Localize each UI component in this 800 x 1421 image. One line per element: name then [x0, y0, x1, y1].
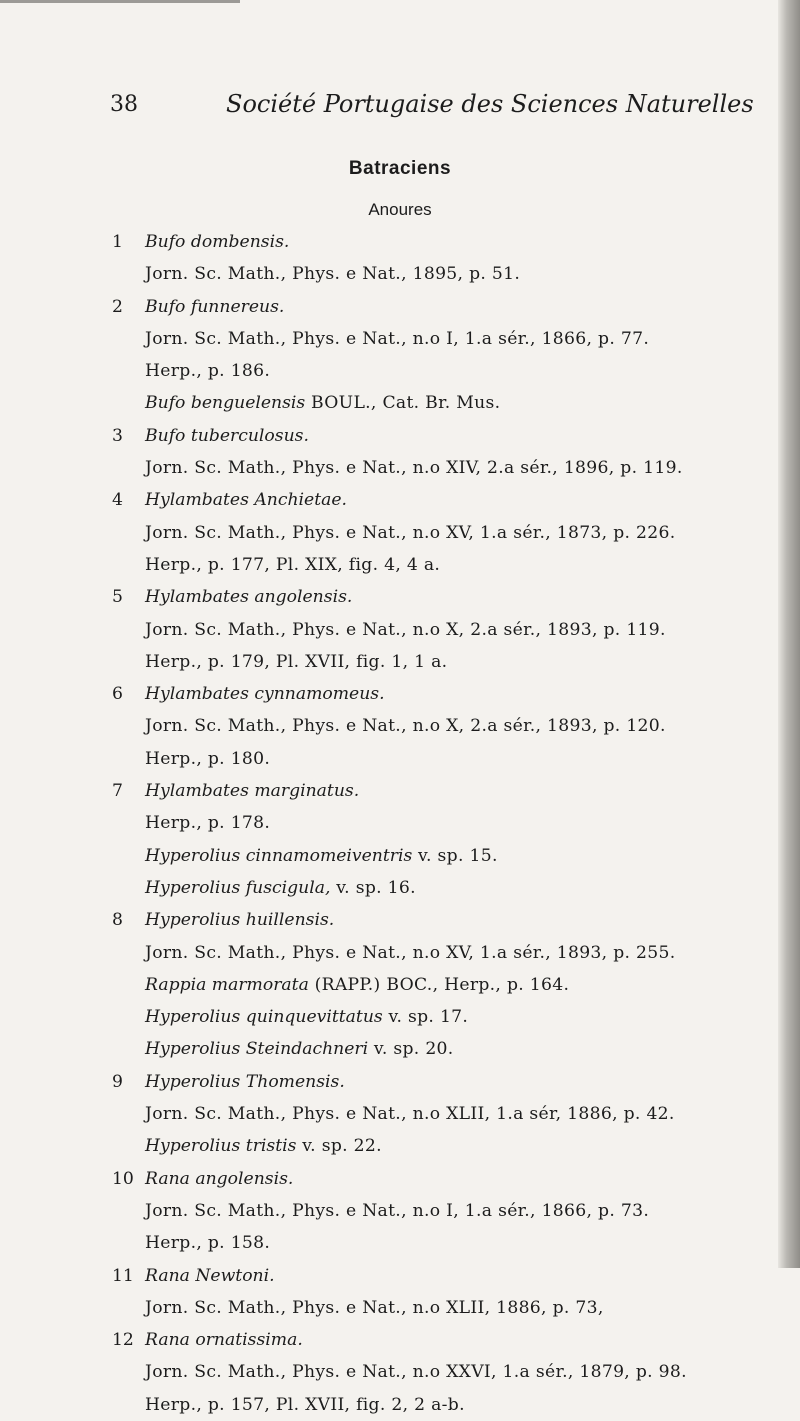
subsection-title: Anoures — [368, 200, 432, 219]
scan-top-rule — [0, 0, 240, 3]
list-item — [0, 1163, 760, 1195]
entry-text — [145, 614, 666, 646]
reference-citation: v. sp. 20. — [368, 1039, 454, 1060]
list-item — [0, 1292, 760, 1324]
taxon-name: Hyperolius tristis — [145, 1136, 297, 1157]
reference-citation: Herp., p. 178. — [145, 813, 271, 834]
list-item — [0, 581, 760, 613]
list-item — [0, 452, 760, 484]
reference-citation: Jorn. Sc. Math., Phys. e Nat., 1895, p. 51. — [145, 264, 521, 285]
reference-citation: Jorn. Sc. Math., Phys. e Nat., n.o XLII, 1.a sér, 1886, p. 42. — [145, 1104, 675, 1125]
entry-text — [145, 743, 270, 775]
reference-citation: Jorn. Sc. Math., Phys. e Nat., n.o X, 2.a sér., 1893, p. 119. — [145, 619, 666, 640]
reference-citation: Herp., p. 179, Pl. XVII, fig. 1, 1 a. — [145, 651, 448, 672]
entry-number: 10 — [112, 1168, 134, 1189]
entry-text — [145, 646, 447, 678]
taxon-name: Rana Newtoni. — [145, 1265, 275, 1286]
entry-text — [145, 678, 385, 710]
list-item — [0, 678, 760, 710]
taxon-name: Hyperolius huillensis. — [145, 910, 335, 931]
list-item — [0, 484, 760, 516]
scan-page-edge — [778, 0, 800, 1268]
list-item — [0, 1033, 760, 1065]
reference-citation: Jorn. Sc. Math., Phys. e Nat., n.o XIV, 2.a sér., 1896, p. 119. — [145, 458, 683, 479]
entry-text — [145, 1098, 675, 1130]
taxon-name: Hyperolius quinquevittatus — [145, 1007, 383, 1028]
section-title: Batraciens — [348, 158, 452, 179]
entry-text — [145, 1130, 382, 1162]
entry-text — [145, 1195, 649, 1227]
list-item — [0, 420, 760, 452]
reference-citation: Herp., p. 158. — [145, 1233, 271, 1254]
taxon-name: Hyperolius Steindachneri — [145, 1039, 369, 1060]
entry-text — [145, 420, 309, 452]
entry-text — [145, 937, 676, 969]
list-item — [0, 291, 760, 323]
entry-text — [145, 549, 440, 581]
entry-number: 12 — [112, 1330, 134, 1351]
entry-text — [145, 581, 352, 613]
entry-number: 11 — [112, 1265, 134, 1286]
reference-citation: Jorn. Sc. Math., Phys. e Nat., n.o XV, 1.a sér., 1873, p. 226. — [145, 522, 676, 543]
species-list — [0, 226, 760, 1421]
reference-citation: Herp., p. 186. — [145, 361, 271, 382]
entry-text — [145, 387, 500, 419]
entry-text — [145, 710, 666, 742]
entry-text — [145, 872, 416, 904]
list-item — [0, 1260, 760, 1292]
entry-number: 1 — [112, 232, 123, 252]
list-item — [0, 1001, 760, 1033]
reference-citation: Jorn. Sc. Math., Phys. e Nat., n.o XLII, 1886, p. 73, — [145, 1297, 604, 1318]
taxon-name: Hyperolius cinnamomeiventris — [145, 845, 413, 866]
entry-text — [145, 291, 284, 323]
taxon-name: Hylambates cynnamomeus. — [145, 684, 385, 705]
reference-citation: Herp., p. 180. — [145, 748, 271, 769]
list-item — [0, 549, 760, 581]
entry-text — [145, 775, 359, 807]
entry-number: 3 — [112, 425, 123, 446]
list-item — [0, 840, 760, 872]
taxon-name: Rappia marmorata — [145, 974, 309, 995]
list-item — [0, 1324, 760, 1356]
taxon-name: Hylambates marginatus. — [145, 781, 360, 802]
entry-number: 2 — [112, 296, 123, 317]
list-item — [0, 1356, 760, 1388]
entry-text — [145, 1292, 604, 1324]
entry-text — [145, 1324, 303, 1356]
reference-citation: Jorn. Sc. Math., Phys. e Nat., n.o XV, 1.a sér., 1893, p. 255. — [145, 942, 676, 963]
entry-text — [145, 840, 498, 872]
list-item — [0, 1227, 760, 1259]
list-item — [0, 646, 760, 678]
list-item — [0, 710, 760, 742]
list-item — [0, 807, 760, 839]
entry-text — [145, 355, 270, 387]
list-item — [0, 1130, 760, 1162]
entry-text — [145, 1227, 270, 1259]
entry-text — [145, 1001, 468, 1033]
entry-text — [145, 1260, 275, 1292]
taxon-name: Hylambates Anchietae. — [145, 490, 347, 511]
list-item — [0, 323, 760, 355]
taxon-name: Bufo funnereus. — [145, 296, 285, 317]
reference-citation: Herp., p. 177, Pl. XIX, fig. 4, 4 a. — [145, 554, 441, 575]
reference-citation: BOUL., Cat. Br. Mus. — [305, 393, 501, 414]
reference-citation: v. sp. 15. — [412, 845, 498, 866]
list-item — [0, 872, 760, 904]
entry-number: 7 — [112, 781, 123, 802]
list-item — [0, 614, 760, 646]
taxon-name: Rana ornatissima. — [145, 1330, 303, 1351]
entry-text — [145, 1356, 687, 1388]
entry-text — [145, 323, 649, 355]
entry-number: 8 — [112, 910, 123, 931]
list-item — [0, 775, 760, 807]
reference-citation: Jorn. Sc. Math., Phys. e Nat., n.o I, 1.a sér., 1866, p. 73. — [145, 1200, 650, 1221]
reference-citation: (RAPP.) BOC., Herp., p. 164. — [308, 974, 570, 995]
reference-citation: v. sp. 16. — [330, 877, 416, 898]
list-item — [0, 743, 760, 775]
taxon-name: Rana angolensis. — [145, 1168, 294, 1189]
entry-text — [145, 1163, 293, 1195]
entry-text — [145, 258, 520, 290]
reference-citation: Herp., p. 157, Pl. XVII, fig. 2, 2 a-b. — [145, 1394, 465, 1415]
list-item — [0, 226, 760, 258]
reference-citation: Jorn. Sc. Math., Phys. e Nat., n.o XXVI, 1.a sér., 1879, p. 98. — [145, 1362, 687, 1383]
list-item — [0, 937, 760, 969]
entry-number: 9 — [112, 1071, 123, 1092]
taxon-name: Bufo benguelensis — [145, 393, 306, 414]
taxon-name: Hylambates angolensis. — [145, 587, 353, 608]
list-item — [0, 258, 760, 290]
entry-number: 4 — [112, 490, 123, 511]
entry-number: 6 — [112, 684, 123, 705]
list-item — [0, 517, 760, 549]
list-item — [0, 969, 760, 1001]
page-number: 38 — [110, 92, 138, 117]
running-head: Société Portugaise des Sciences Naturelles — [226, 90, 754, 118]
list-item — [0, 1195, 760, 1227]
reference-citation: v. sp. 22. — [296, 1136, 382, 1157]
entry-text — [145, 807, 270, 839]
taxon-name: Hyperolius Thomensis. — [145, 1071, 345, 1092]
list-item — [0, 355, 760, 387]
entry-text — [145, 969, 569, 1001]
reference-citation: v. sp. 17. — [382, 1007, 469, 1028]
list-item — [0, 1098, 760, 1130]
reference-citation: Jorn. Sc. Math., Phys. e Nat., n.o I, 1.a sér., 1866, p. 77. — [145, 328, 650, 349]
entry-text — [145, 904, 334, 936]
taxon-name: Bufo dombensis. — [145, 232, 290, 252]
taxon-name: Bufo tuberculosus. — [145, 425, 309, 446]
entry-text — [145, 484, 347, 516]
reference-citation: Jorn. Sc. Math., Phys. e Nat., n.o X, 2.a sér., 1893, p. 120. — [145, 716, 666, 737]
entry-text — [145, 1389, 465, 1421]
list-item — [0, 1389, 760, 1421]
taxon-name: Hyperolius fuscigula, — [145, 877, 331, 898]
list-item — [0, 904, 760, 936]
entry-text — [145, 517, 676, 549]
list-item — [0, 387, 760, 419]
entry-text — [145, 1033, 454, 1065]
entry-text — [145, 452, 683, 484]
list-item — [0, 1066, 760, 1098]
entry-text — [145, 226, 289, 258]
entry-text — [145, 1066, 345, 1098]
entry-number: 5 — [112, 587, 123, 608]
